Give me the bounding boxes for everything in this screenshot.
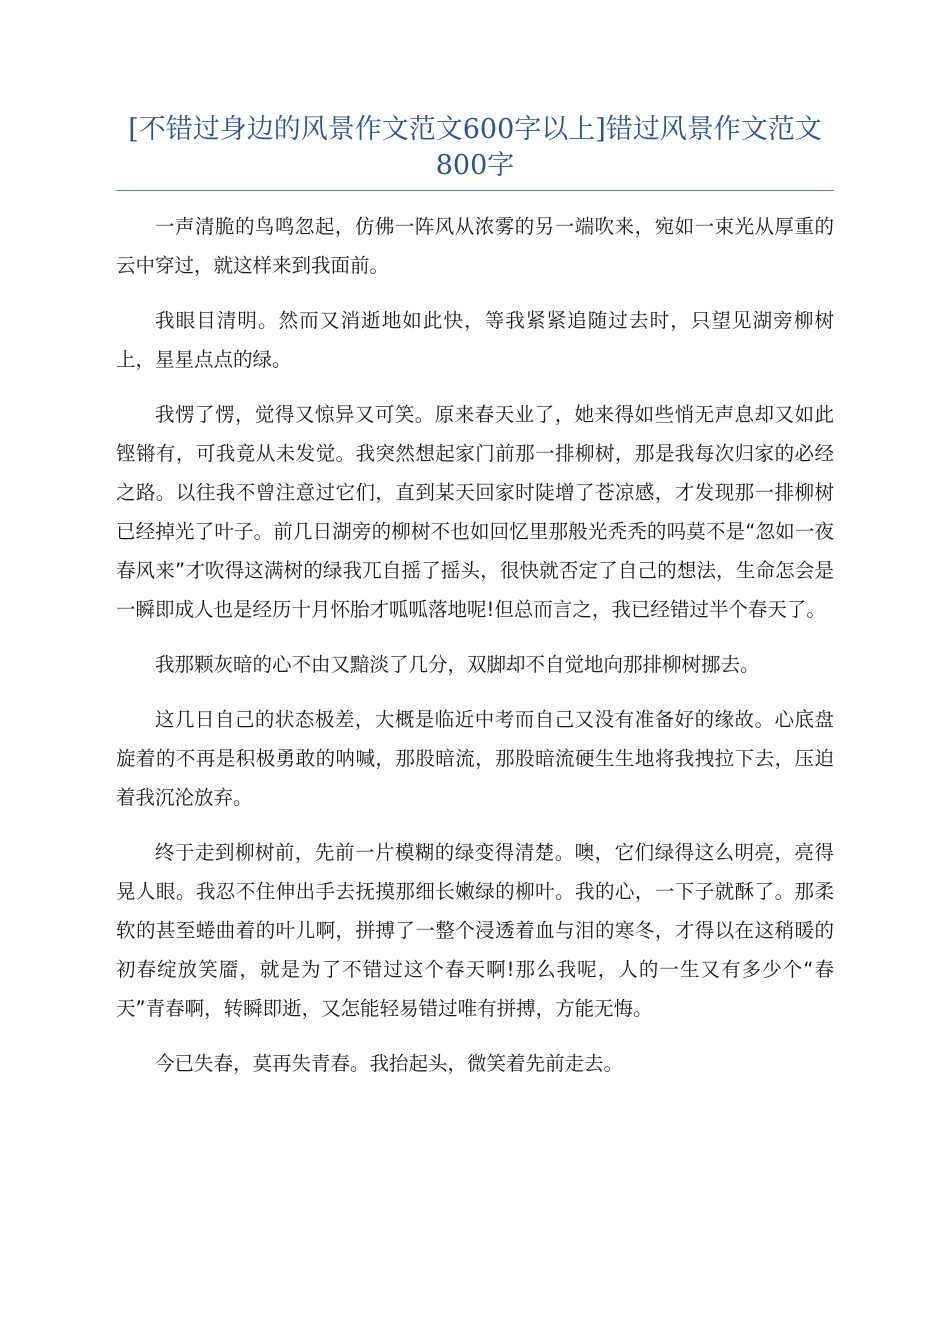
paragraph-2: 我眼目清明。然而又消逝地如此快，等我紧紧追随过去时，只望见湖旁柳树上，星星点点的绿。 (116, 309, 834, 371)
paragraph-3: 我愣了愣，觉得又惊异又可笑。原来春天业了，她来得如些悄无声息却又如此铿锵有，可我竟从未发觉。我突然想起家门前那一排柳树，那是我每次归家的必经之路。以往我不曾注意过它们，直到某天回家时陡增了苍凉感，才发现那一排柳树已经掉光了叶子。前几日湖旁的柳树不也如回忆里那般光秃秃的吗莫不是“忽如一夜春风来”才吹得这满树的绿我兀自摇了摇头，很快就否定了自己的想法，生命怎会是一瞬即成人也是经历十月怀胎才呱呱落地呢!但总而言之，我已经错过半个春天了。 (116, 403, 834, 621)
paragraph-1: 一声清脆的鸟鸣忽起，仿佛一阵风从浓雾的另一端吹来，宛如一束光从厚重的云中穿过，就这样来到我面前。 (116, 215, 834, 277)
paragraph-6: 终于走到柳树前，先前一片模糊的绿变得清楚。噢，它们绿得这么明亮，亮得晃人眼。我忍不住伸出手去抚摸那细长嫩绿的柳叶。我的心，一下子就酥了。那柔软的甚至蜷曲着的叶儿啊，拼搏了一整个浸透着血与泪的寒冬，才得以在这稍暖的初春绽放笑靥，就是为了不错过这个春天啊!那么我呢，人的一生又有多少个“春天”青春啊，转瞬即逝，又怎能轻易错过唯有拼搏，方能无悔。 (116, 841, 834, 1020)
paragraph-4: 我那颗灰暗的心不由又黯淡了几分，双脚却不自觉地向那排柳树挪去。 (155, 653, 760, 676)
document-page (116, 112, 834, 1099)
document-body (116, 207, 834, 1083)
paragraph-7: 今已失春，莫再失青春。我抬起头，微笑着先前走去。 (155, 1052, 624, 1075)
document-title: [不错过身边的风景作文范文600字以上]错过风景作文范文800字 (116, 112, 834, 191)
paragraph-5: 这几日自己的状态极差，大概是临近中考而自己又没有准备好的缘故。心底盘旋着的不再是积极勇敢的呐喊，那股暗流，那股暗流硬生生地将我拽拉下去，压迫着我沉沦放弃。 (116, 708, 834, 809)
